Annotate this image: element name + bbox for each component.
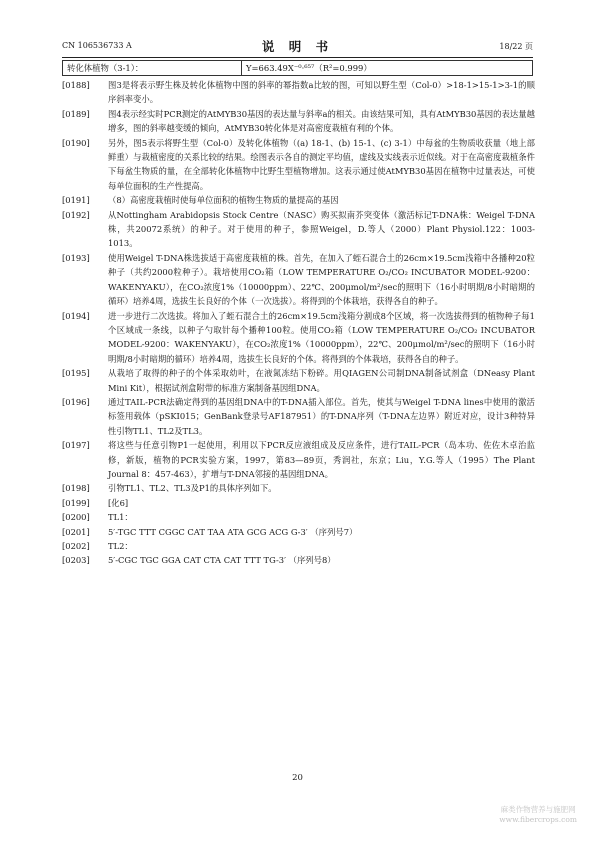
paragraph-text: 将这些与任意引物P1一起使用，利用以下PCR反应液组成及反应条件，进行TAIL-PCR（岛本功、佐佐木卓治监修，新版，植物的PCR实验方案，1997，第83—89页，秀润社，东京；Liu，Y.G.等人（1995）The Plant Journal 8：457-463），扩增与T-DNA邻接的基因组DNA。 — [108, 440, 535, 479]
paragraph-number: [0189] — [62, 108, 90, 119]
paragraph-text: （8）高密度栽植时使每单位面积的植物生物质的量提高的基因 — [108, 195, 339, 206]
page-number: 20 — [292, 773, 303, 783]
paragraph — [62, 510, 535, 524]
page-header — [62, 37, 533, 55]
paragraph-text: 从Nottingham Arabidopsis Stock Centre（NASC）购买拟南芥突变体（激活标记T-DNA株：Weigel T-DNA株，共20072系统）的种子。对于使用的种子，参照Weigel，D.等人（2000）Plant Physiol.122：1003-1013。 — [108, 209, 535, 249]
formula-equation: Y=663.49X⁻⁰·⁶⁵⁷（R²=0.999） — [242, 61, 533, 76]
paragraph-text: [化6] — [108, 497, 129, 508]
paragraph — [62, 539, 535, 553]
paragraph — [62, 251, 535, 309]
paragraph — [62, 438, 535, 481]
paragraph-number: [0191] — [62, 195, 90, 206]
paragraph — [62, 107, 535, 136]
paragraph-number: [0197] — [62, 440, 90, 451]
paragraph-number: [0188] — [62, 80, 90, 90]
paragraph-number: [0202] — [62, 541, 90, 551]
paragraph — [62, 309, 535, 367]
paragraph-text: 5′-TGC TTT CGGC CAT TAA ATA GCG ACG G-3′ （序列号7） — [108, 526, 358, 537]
paragraph-text: 图4表示经实时PCR测定的AtMYB30基因的表达量与斜率a的相关。由该结果可知，具有AtMYB30基因的表达量越增多，图的斜率越变缓的倾向，AtMYB30转化体是对高密度栽植有利的个体。 — [108, 108, 535, 134]
paragraph-number: [0195] — [62, 368, 90, 379]
paragraph-text: 图3是将表示野生株及转化体植物中图的斜率的幂指数a比较的图，可知以野生型（Col-0）>18-1>15-1>3-1的顺序斜率变小。 — [108, 80, 535, 105]
page-reference: 18/22 页 — [499, 42, 533, 51]
formula-row — [63, 61, 533, 76]
paragraph-number: [0198] — [62, 483, 90, 494]
paragraph — [62, 193, 535, 207]
paragraph-text: 另外，图5表示将野生型（Col-0）及转化体植物（(a) 18-1、(b) 15-1、(c) 3-1）中每盆的生物质收获量（地上部鲜重）与栽植密度的关系比较的结果。绘图表示各自的测定平均值，虚线及实线表示近似线。对于在高密度栽植条件下每盆生物质的量，在全部转化体植物中比野生型植物增加。这表示通过使AtMYB30基因在植物中过量表达，可使每单位面积的生产性提高。 — [108, 137, 535, 191]
paragraph-text: 使用Weigel T-DNA株选拔适于高密度栽植的株。首先，在加入了蛭石混合土的26cm×19.5cm浅箱中各播种20粒种子（共约2000粒种子）。栽培使用CO₂箱（LOW TEMPERATURE O₂/CO₂ INCUBATOR MODEL-9200：WAKENYAKU），在CO₂浓度1%（10000ppm）、22℃、200μmol/m²/sec的照明下（16小时明期/8小时暗期的循环）培养4周，选拔生长良好的个体（一次选拔）。将得到的个体栽培，获得各自的种子。 — [108, 252, 535, 307]
paragraph-number: [0203] — [62, 555, 90, 566]
watermark-name: 麻类作物营养与施肥网 — [500, 805, 576, 814]
document-number: CN 106536733 A — [62, 41, 132, 50]
paragraph-text: TL1： — [108, 512, 133, 523]
paragraph-number: [0192] — [62, 209, 90, 220]
paragraph — [62, 78, 535, 107]
paragraph-text: TL2： — [108, 541, 133, 551]
formula-label: 转化体植物（3-1）： — [63, 61, 242, 76]
page-title: 说 明 书 — [261, 39, 334, 54]
paragraph-text: 引物TL1、TL2、TL3及P1的具体序列如下。 — [108, 483, 277, 494]
paragraph — [62, 525, 535, 539]
paragraph — [62, 136, 535, 194]
paragraph-number: [0199] — [62, 497, 90, 508]
paragraph — [62, 395, 535, 438]
paragraph-text: 进一步进行二次选拔。将加入了蛭石混合土的26cm×19.5cm浅箱分割成8个区域，将一次选拔得到的植物种子每1个区域成一条线，以种子勺取针每个播种100粒。使用CO₂箱（LOW TEMPERATURE O₂/CO₂ INCUBATOR MODEL-9200：WAKENYAKU），在CO₂浓度1%（10000ppm），22℃、200μmol/m²/sec的照明下（16小时明期/8小时暗期的循环）培养4周，选拔生长良好的个体。将得到的个体栽培，获得各自的种子。 — [108, 310, 535, 364]
paragraph — [62, 496, 535, 510]
paragraph-number: [0190] — [62, 137, 90, 148]
paragraph-text: 从栽培了取得的种子的个体采取幼叶，在液氮冻结下粉碎。用QIAGEN公司制DNA制备试剂盒（DNeasy Plant Mini Kit），根据试剂盒附带的标准方案制备基因组DNA。 — [108, 368, 535, 393]
formula-table — [62, 60, 533, 76]
paragraph-number: [0194] — [62, 310, 90, 321]
paragraph — [62, 481, 535, 495]
watermark — [499, 805, 577, 825]
paragraph — [62, 208, 535, 251]
paragraph-number: [0201] — [62, 526, 90, 537]
paragraph-number: [0200] — [62, 512, 90, 523]
watermark-url: www.fibercrops.com — [499, 815, 577, 824]
paragraph-number: [0196] — [62, 396, 90, 407]
paragraph-text: 5′-CGC TGC GGA CAT CTA CAT TTT TG-3′ （序列号8） — [108, 555, 336, 566]
paragraph-text: 通过TAIL-PCR法确定得到的基因组DNA中的T-DNA插入部位。首先，使其与Weigel T-DNA lines中使用的激活标签用载体（pSKI015；GenBank登录号AF187951）的T-DNA序列（T-DNA左边界）附近对应，设计3种特异性引物TL1、TL2及TL3。 — [108, 396, 535, 436]
header-rule — [62, 57, 533, 58]
paragraph-number: [0193] — [62, 252, 90, 263]
description-body — [62, 78, 535, 568]
paragraph — [62, 553, 535, 567]
paragraph — [62, 366, 535, 395]
